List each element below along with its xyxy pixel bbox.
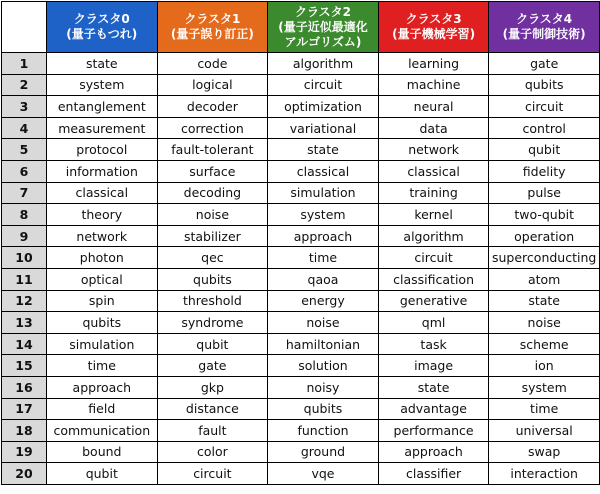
- keyword-cell-cluster-4: qubit: [489, 139, 600, 161]
- cluster-header-2: [268, 2, 379, 53]
- keyword-cell-cluster-4: system: [489, 376, 600, 398]
- keyword-cell-cluster-3: data: [378, 117, 489, 139]
- table-row: [2, 290, 600, 312]
- keyword-cell-cluster-2: qubits: [268, 398, 379, 420]
- keyword-cell-cluster-4: gate: [489, 53, 600, 75]
- keyword-cell-cluster-1: distance: [157, 398, 268, 420]
- table-row: [2, 268, 600, 290]
- keyword-cell-cluster-1: color: [157, 441, 268, 463]
- table-row: [2, 182, 600, 204]
- keyword-cell-cluster-1: qubits: [157, 268, 268, 290]
- cluster-header-subtitle: (量子誤り訂正): [170, 27, 254, 41]
- keyword-cell-cluster-3: classical: [378, 160, 489, 182]
- keyword-cell-cluster-2: qaoa: [268, 268, 379, 290]
- keyword-cell-cluster-2: hamiltonian: [268, 333, 379, 355]
- keyword-cell-cluster-3: approach: [378, 441, 489, 463]
- keyword-cell-cluster-0: theory: [47, 204, 158, 226]
- table-row: [2, 96, 600, 118]
- keyword-cell-cluster-3: circuit: [378, 247, 489, 269]
- rank-cell: 4: [2, 117, 47, 139]
- keyword-cell-cluster-0: communication: [47, 420, 158, 442]
- keyword-cell-cluster-0: photon: [47, 247, 158, 269]
- keyword-cell-cluster-0: network: [47, 225, 158, 247]
- cluster-header-4: [489, 2, 600, 53]
- keyword-cell-cluster-0: optical: [47, 268, 158, 290]
- keyword-cell-cluster-1: circuit: [157, 463, 268, 485]
- cluster-header-title: クラスタ0: [73, 12, 130, 26]
- keyword-cell-cluster-2: ground: [268, 441, 379, 463]
- keyword-cell-cluster-4: fidelity: [489, 160, 600, 182]
- keyword-cell-cluster-2: simulation: [268, 182, 379, 204]
- keyword-cell-cluster-1: noise: [157, 204, 268, 226]
- keyword-cell-cluster-3: learning: [378, 53, 489, 75]
- rank-cell: 20: [2, 463, 47, 485]
- keyword-cell-cluster-0: simulation: [47, 333, 158, 355]
- table-row: [2, 420, 600, 442]
- keyword-cell-cluster-1: logical: [157, 74, 268, 96]
- header-row: [2, 2, 600, 53]
- rank-cell: 18: [2, 420, 47, 442]
- table-row: [2, 204, 600, 226]
- table-row: [2, 139, 600, 161]
- rank-cell: 12: [2, 290, 47, 312]
- keyword-cell-cluster-2: noisy: [268, 376, 379, 398]
- rank-cell: 17: [2, 398, 47, 420]
- keyword-cell-cluster-3: classification: [378, 268, 489, 290]
- keyword-cell-cluster-0: information: [47, 160, 158, 182]
- keyword-cell-cluster-4: state: [489, 290, 600, 312]
- keyword-cell-cluster-0: state: [47, 53, 158, 75]
- keyword-cell-cluster-1: qubit: [157, 333, 268, 355]
- keyword-cell-cluster-2: system: [268, 204, 379, 226]
- keyword-cell-cluster-3: training: [378, 182, 489, 204]
- keyword-cell-cluster-0: system: [47, 74, 158, 96]
- keyword-cell-cluster-4: noise: [489, 312, 600, 334]
- cluster-header-title: クラスタ3: [405, 12, 462, 26]
- rank-cell: 19: [2, 441, 47, 463]
- keyword-cell-cluster-0: bound: [47, 441, 158, 463]
- cluster-header-title: クラスタ2: [294, 4, 351, 19]
- rank-cell: 1: [2, 53, 47, 75]
- keyword-cell-cluster-0: spin: [47, 290, 158, 312]
- keyword-cell-cluster-4: operation: [489, 225, 600, 247]
- rank-cell: 5: [2, 139, 47, 161]
- table-row: [2, 160, 600, 182]
- keyword-cell-cluster-3: neural: [378, 96, 489, 118]
- keyword-cell-cluster-3: image: [378, 355, 489, 377]
- keyword-cell-cluster-3: generative: [378, 290, 489, 312]
- keyword-cell-cluster-1: gkp: [157, 376, 268, 398]
- keyword-cell-cluster-4: universal: [489, 420, 600, 442]
- keyword-cell-cluster-3: task: [378, 333, 489, 355]
- rank-cell: 13: [2, 312, 47, 334]
- cluster-header-subtitle: (量子機械学習): [392, 27, 476, 41]
- keyword-cell-cluster-0: field: [47, 398, 158, 420]
- keyword-cell-cluster-2: energy: [268, 290, 379, 312]
- keyword-cell-cluster-4: atom: [489, 268, 600, 290]
- rank-cell: 2: [2, 74, 47, 96]
- keyword-cell-cluster-4: interaction: [489, 463, 600, 485]
- keyword-cell-cluster-1: code: [157, 53, 268, 75]
- rank-cell: 14: [2, 333, 47, 355]
- keyword-cell-cluster-2: approach: [268, 225, 379, 247]
- rank-cell: 7: [2, 182, 47, 204]
- keyword-cell-cluster-4: superconducting: [489, 247, 600, 269]
- table-row: [2, 53, 600, 75]
- keyword-cell-cluster-1: correction: [157, 117, 268, 139]
- keyword-cell-cluster-3: classifier: [378, 463, 489, 485]
- table-row: [2, 355, 600, 377]
- keyword-cell-cluster-2: algorithm: [268, 53, 379, 75]
- keyword-cell-cluster-4: scheme: [489, 333, 600, 355]
- cluster-header-subtitle: (量子近似最適化: [278, 19, 368, 34]
- keyword-cell-cluster-3: network: [378, 139, 489, 161]
- table-row: [2, 398, 600, 420]
- keyword-cell-cluster-3: algorithm: [378, 225, 489, 247]
- keyword-cell-cluster-4: ion: [489, 355, 600, 377]
- keyword-cell-cluster-0: qubit: [47, 463, 158, 485]
- table-row: [2, 376, 600, 398]
- keyword-cell-cluster-2: variational: [268, 117, 379, 139]
- keyword-cell-cluster-2: noise: [268, 312, 379, 334]
- keyword-cell-cluster-4: circuit: [489, 96, 600, 118]
- table-row: [2, 225, 600, 247]
- corner-cell: [2, 2, 47, 53]
- keyword-cell-cluster-4: two-qubit: [489, 204, 600, 226]
- keyword-cell-cluster-2: solution: [268, 355, 379, 377]
- keyword-cell-cluster-4: qubits: [489, 74, 600, 96]
- rank-cell: 9: [2, 225, 47, 247]
- rank-cell: 16: [2, 376, 47, 398]
- keyword-cell-cluster-3: qml: [378, 312, 489, 334]
- keyword-cell-cluster-1: threshold: [157, 290, 268, 312]
- rank-cell: 3: [2, 96, 47, 118]
- keyword-cell-cluster-2: function: [268, 420, 379, 442]
- cluster-keyword-table: [1, 1, 600, 485]
- table-row: [2, 312, 600, 334]
- table-row: [2, 247, 600, 269]
- cluster-header-subtitle-cont: アルゴリズム): [284, 34, 362, 49]
- keyword-cell-cluster-4: time: [489, 398, 600, 420]
- keyword-cell-cluster-3: state: [378, 376, 489, 398]
- keyword-cell-cluster-1: fault-tolerant: [157, 139, 268, 161]
- keyword-cell-cluster-1: qec: [157, 247, 268, 269]
- keyword-cell-cluster-2: classical: [268, 160, 379, 182]
- keyword-cell-cluster-4: control: [489, 117, 600, 139]
- keyword-cell-cluster-4: swap: [489, 441, 600, 463]
- keyword-cell-cluster-0: protocol: [47, 139, 158, 161]
- keyword-cell-cluster-4: pulse: [489, 182, 600, 204]
- keyword-cell-cluster-3: kernel: [378, 204, 489, 226]
- keyword-cell-cluster-0: entanglement: [47, 96, 158, 118]
- table-row: [2, 74, 600, 96]
- table-body: [2, 53, 600, 485]
- rank-cell: 8: [2, 204, 47, 226]
- keyword-cell-cluster-0: measurement: [47, 117, 158, 139]
- cluster-header-title: クラスタ1: [184, 12, 241, 26]
- keyword-cell-cluster-2: state: [268, 139, 379, 161]
- keyword-cell-cluster-0: approach: [47, 376, 158, 398]
- keyword-cell-cluster-3: advantage: [378, 398, 489, 420]
- table-row: [2, 463, 600, 485]
- keyword-cell-cluster-2: optimization: [268, 96, 379, 118]
- keyword-cell-cluster-1: decoding: [157, 182, 268, 204]
- keyword-cell-cluster-0: qubits: [47, 312, 158, 334]
- keyword-cell-cluster-0: time: [47, 355, 158, 377]
- keyword-cell-cluster-1: syndrome: [157, 312, 268, 334]
- keyword-cell-cluster-3: performance: [378, 420, 489, 442]
- keyword-cell-cluster-1: surface: [157, 160, 268, 182]
- rank-cell: 10: [2, 247, 47, 269]
- keyword-cell-cluster-1: decoder: [157, 96, 268, 118]
- cluster-header-title: クラスタ4: [516, 12, 573, 26]
- table-row: [2, 441, 600, 463]
- table-row: [2, 333, 600, 355]
- keyword-cell-cluster-3: machine: [378, 74, 489, 96]
- keyword-cell-cluster-2: time: [268, 247, 379, 269]
- rank-cell: 15: [2, 355, 47, 377]
- cluster-header-1: [157, 2, 268, 53]
- keyword-cell-cluster-1: stabilizer: [157, 225, 268, 247]
- keyword-cell-cluster-1: fault: [157, 420, 268, 442]
- rank-cell: 6: [2, 160, 47, 182]
- keyword-cell-cluster-0: classical: [47, 182, 158, 204]
- table-row: [2, 117, 600, 139]
- cluster-header-3: [378, 2, 489, 53]
- cluster-header-subtitle: (量子もつれ): [66, 27, 138, 41]
- keyword-cell-cluster-2: vqe: [268, 463, 379, 485]
- cluster-header-0: [47, 2, 158, 53]
- rank-cell: 11: [2, 268, 47, 290]
- keyword-cell-cluster-1: gate: [157, 355, 268, 377]
- cluster-header-subtitle: (量子制御技術): [502, 27, 586, 41]
- keyword-cell-cluster-2: circuit: [268, 74, 379, 96]
